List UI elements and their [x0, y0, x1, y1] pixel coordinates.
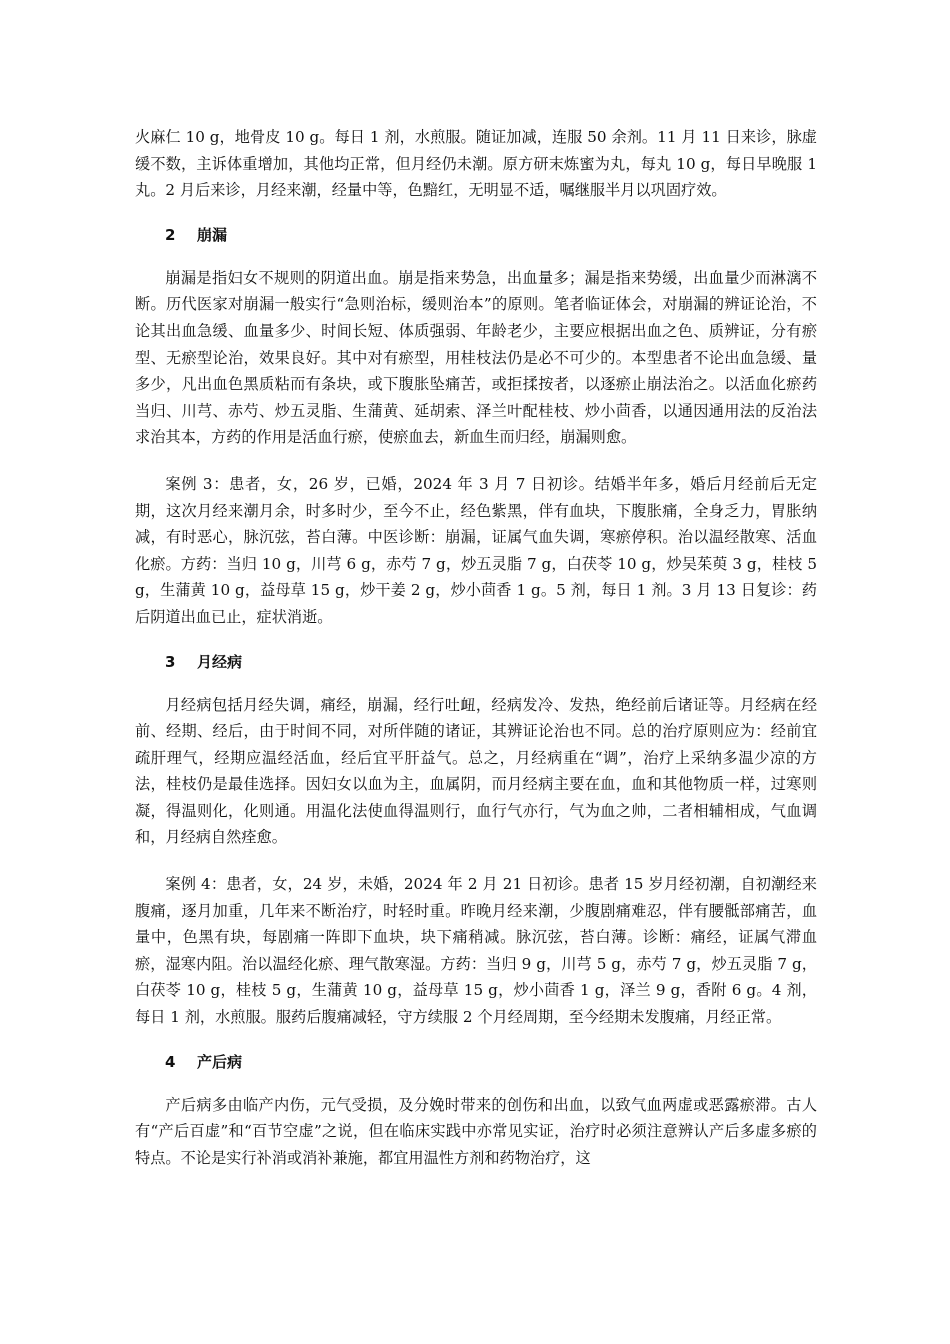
section-title: 月经病	[197, 652, 243, 671]
section-number: 4	[165, 1052, 176, 1071]
paragraph-case-3: 案例 3：患者，女，26 岁，已婚，2024 年 3 月 7 日初诊。结婚半年多，婚后月经前后无定期，这次月经来潮月余，时多时少，至今不止，经色紫黑，伴有血块，下腹胀痛，全身乏力，胃胀纳减，有时恶心，脉沉弦，苔白薄。中医诊断：崩漏，证属气血失调，寒瘀停积。治以温经散寒、活血化瘀。方药：当归 10 g，川芎 6 g，赤芍 7 g，炒五灵脂 7 g，白茯苓 10 g，炒吴茱萸 3 g，桂枝 5 g，生蒲黄 10 g，益母草 15 g，炒干姜 2 g，炒小茴香 1 g。5 剂，每日 1 剂。3 月 13 日复诊：药后阴道出血已止，症状消逝。	[135, 474, 817, 626]
section-heading-2	[135, 222, 817, 248]
section-title: 产后病	[197, 1052, 243, 1071]
section-title: 崩漏	[197, 225, 228, 244]
paragraph-bengloun: 崩漏是指妇女不规则的阴道出血。崩是指来势急，出血量多；漏是指来势缓，出血量少而淋漓不断。历代医家对崩漏一般实行“急则治标，缓则治本”的原则。笔者临证体会，对崩漏的辨证论治，不论其出血急缓、血量多少、时间长短、体质强弱、年龄老少，主要应根据出血之色、质辨证，分有瘀型、无瘀型论治，效果良好。其中对有瘀型，用桂枝法仍是必不可少的。本型患者不论出血急缓、量多少，凡出血色黑质粘而有条块，或下腹胀坠痛苦，或拒揉按者，以逐瘀止崩法治之。以活血化瘀药当归、川芎、赤芍、炒五灵脂、生蒲黄、延胡索、泽兰叶配桂枝、炒小茴香，以通因通用法的反治法求治其本，方药的作用是活血行瘀，使瘀血去，新血生而归经，崩漏则愈。	[135, 268, 817, 447]
paragraph-case-4: 案例 4：患者，女，24 岁，未婚，2024 年 2 月 21 日初诊。患者 15 岁月经初潮，自初潮经来腹痛，逐月加重，几年来不断治疗，时轻时重。昨晚月经来潮，少腹剧痛难忍，伴有腰骶部痛苦，血量中，色黑有块，每剧痛一阵即下血块，块下痛稍减。脉沉弦，苔白薄。诊断：痛经，证属气滞血瘀，湿寒内阻。治以温经化瘀、理气散寒湿。方药：当归 9 g，川芎 5 g，赤芍 7 g，炒五灵脂 7 g，白茯苓 10 g，桂枝 5 g，生蒲黄 10 g，益母草 15 g，炒小茴香 1 g，泽兰 9 g，香附 6 g。4 剂，每日 1 剂，水煎服。服药后腹痛减轻，守方续服 2 个月经周期，至今经期未发腹痛，月经正常。	[135, 875, 817, 1027]
paragraph-continuation: 火麻仁 10 g，地骨皮 10 g。每日 1 剂，水煎服。随证加减，连服 50 余剂。11 月 11 日来诊，脉虚缓不数，主诉体重增加，其他均正常，但月经仍未潮。原方研末炼蜜为丸，每丸 10 g，每日早晚服 1 丸。2 月后来诊，月经来潮，经量中等，色黯红，无明显不适，嘱继服半月以巩固疗效。	[135, 128, 817, 200]
paragraph-postpartum: 产后病多由临产内伤，元气受损，及分娩时带来的创伤和出血，以致气血两虚或恶露瘀滞。古人有“产后百虚”和“百节空虚”之说，但在临床实践中亦常见实证，治疗时必须注意辨认产后多虚多瘀的特点。不论是实行补消或消补兼施，都宜用温性方剂和药物治疗，这	[135, 1095, 817, 1167]
paragraph-menstrual-disease: 月经病包括月经失调，痛经，崩漏，经行吐衄，经病发冷、发热，绝经前后诸证等。月经病在经前、经期、经后，由于时间不同，对所伴随的诸证，其辨证论治也不同。总的治疗原则应为：经前宜疏肝理气，经期应温经活血，经后宜平肝益气。总之，月经病重在“调”，治疗上采纳多温少凉的方法，桂枝仍是最佳选择。因妇女以血为主，血属阴，而月经病主要在血，血和其他物质一样，过寒则凝，得温则化，化则通。用温化法使血得温则行，血行气亦行，气为血之帅，二者相辅相成，气血调和，月经病自然痊愈。	[135, 695, 817, 847]
section-heading-4	[135, 1049, 817, 1075]
section-number: 3	[165, 652, 176, 671]
section-number: 2	[165, 225, 176, 244]
section-heading-3	[135, 649, 817, 675]
article-page	[135, 124, 817, 1171]
